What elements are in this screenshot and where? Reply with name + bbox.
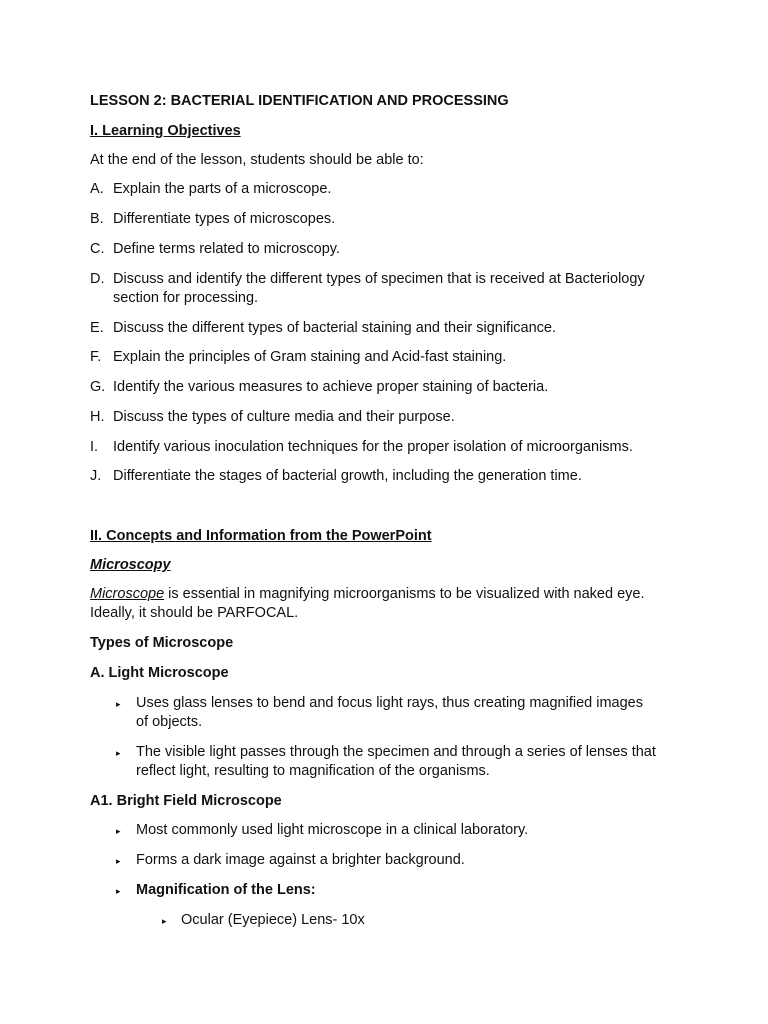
list-marker: I. <box>90 439 99 455</box>
lesson-title: LESSON 2: BACTERIAL IDENTIFICATION AND PROCESSING <box>90 93 509 109</box>
list-item-text: Differentiate types of microscopes. <box>113 211 336 227</box>
list-item-text: Differentiate the stages of bacterial growth, including the generation time. <box>113 468 582 484</box>
list-marker: J. <box>90 468 102 484</box>
list-marker: E. <box>90 320 104 336</box>
triangle-bullet-icon: ▸ <box>116 826 121 836</box>
microscope-paragraph <box>90 585 644 605</box>
list-marker: B. <box>90 211 104 227</box>
objectives-intro: At the end of the lesson, students should be able to: <box>90 152 424 168</box>
bright-field-heading: A1. Bright Field Microscope <box>90 793 282 809</box>
list-item-text: Identify various inoculation techniques for the proper isolation of microorganisms. <box>113 439 633 455</box>
list-marker: G. <box>90 379 106 395</box>
bullet-text: Forms a dark image against a brighter background. <box>136 852 465 868</box>
triangle-bullet-icon: ▸ <box>116 886 121 896</box>
list-marker: C. <box>90 241 105 257</box>
list-item-text: Define terms related to microscopy. <box>113 241 340 257</box>
bullet-text: The visible light passes through the specimen and through a series of lenses that <box>136 744 656 760</box>
magnification-label: Magnification of the Lens: <box>136 882 316 898</box>
bullet-text: Uses glass lenses to bend and focus light rays, thus creating magnified images <box>136 695 643 711</box>
list-marker: F. <box>90 349 102 365</box>
types-heading: Types of Microscope <box>90 635 234 651</box>
list-item-text: Discuss and identify the different types of specimen that is received at Bacteriology <box>113 271 645 287</box>
list-marker: H. <box>90 409 105 425</box>
list-marker: A. <box>90 181 104 197</box>
triangle-bullet-icon: ▸ <box>116 699 121 709</box>
list-item-text: Identify the various measures to achieve proper staining of bacteria. <box>113 379 549 395</box>
light-microscope-heading: A. Light Microscope <box>90 665 229 681</box>
microscopy-subheading: Microscopy <box>90 557 171 573</box>
list-item-text: Explain the principles of Gram staining and Acid-fast staining. <box>113 349 507 365</box>
list-item-text: Discuss the types of culture media and their purpose. <box>113 409 455 425</box>
list-marker: D. <box>90 271 105 287</box>
objectives-heading: I. Learning Objectives <box>90 123 241 139</box>
list-item-text-continued: section for processing. <box>113 290 259 306</box>
triangle-bullet-icon: ▸ <box>162 916 167 926</box>
triangle-bullet-icon: ▸ <box>116 748 121 758</box>
microscope-definition: is essential in magnifying microorganisms to be visualized with naked eye. <box>164 586 645 602</box>
bullet-text-continued: of objects. <box>136 714 203 730</box>
list-item-text: Discuss the different types of bacterial staining and their significance. <box>113 320 557 336</box>
triangle-bullet-icon: ▸ <box>116 856 121 866</box>
bullet-text-continued: reflect light, resulting to magnification of the organisms. <box>136 763 490 779</box>
microscope-term: Microscope <box>90 586 165 602</box>
bullet-text: Most commonly used light microscope in a clinical laboratory. <box>136 822 529 838</box>
parfocal-line: Ideally, it should be PARFOCAL. <box>90 605 299 621</box>
magnification-item: Ocular (Eyepiece) Lens- 10x <box>181 912 365 928</box>
list-item-text: Explain the parts of a microscope. <box>113 181 332 197</box>
concepts-heading: II. Concepts and Information from the PowerPoint <box>90 528 432 544</box>
